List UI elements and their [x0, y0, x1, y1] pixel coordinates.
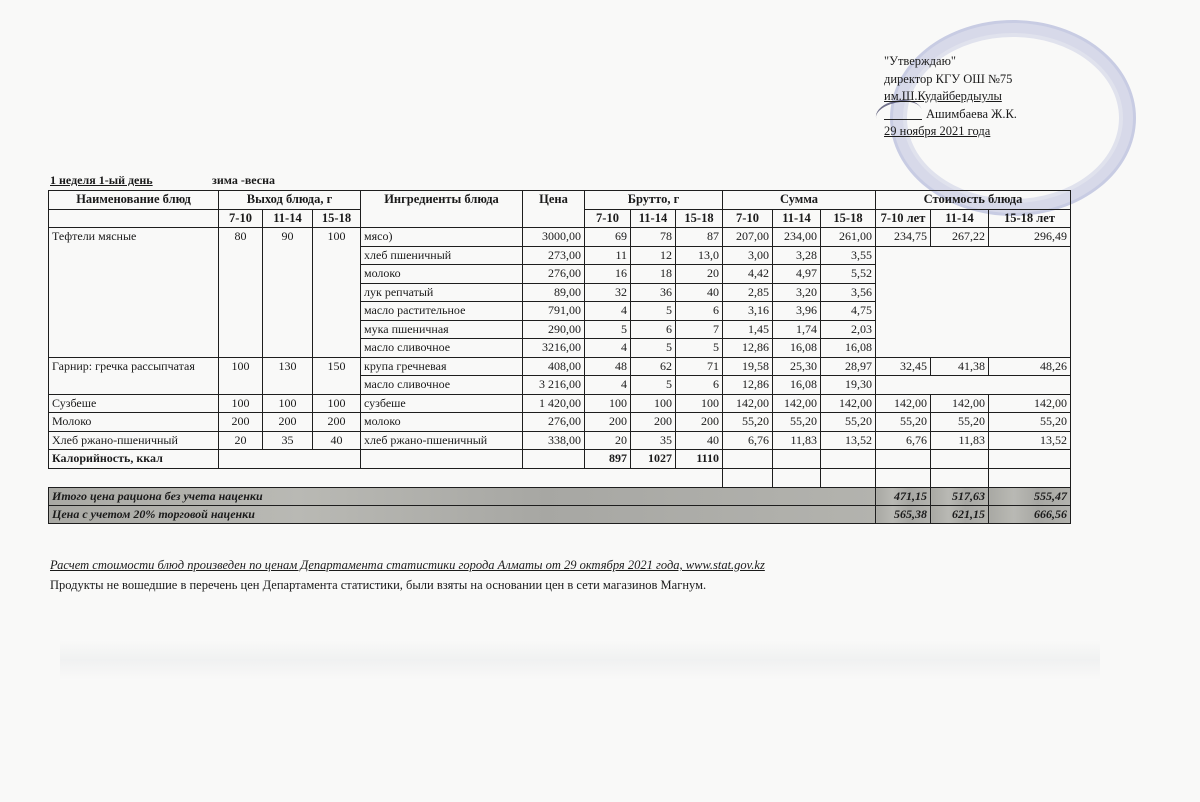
dish-cost: 142,00	[876, 394, 931, 413]
dish-yield: 200	[219, 413, 263, 432]
ingredient-sum: 55,20	[773, 413, 821, 432]
ingredient-sum: 4,42	[723, 265, 773, 284]
subheader-cost-7-10: 7-10 лет	[876, 209, 931, 228]
ingredient-sum: 55,20	[821, 413, 876, 432]
ingredient-brutto: 20	[676, 265, 723, 284]
header-row	[49, 191, 1071, 210]
ingredient-brutto: 16	[585, 265, 631, 284]
ingredient-sum: 55,20	[723, 413, 773, 432]
ingredient-sum: 3,56	[821, 283, 876, 302]
dish-yield: 130	[263, 357, 313, 394]
calories-blank-cell	[876, 450, 931, 469]
ingredient-sum: 28,97	[821, 357, 876, 376]
ingredient-sum: 12,86	[723, 339, 773, 358]
ingredient-brutto: 4	[585, 339, 631, 358]
ingredient-price: 290,00	[523, 320, 585, 339]
dish-yield: 100	[313, 228, 361, 358]
approval-date: 29 ноября 2021 года	[884, 124, 991, 138]
ingredient-price: 276,00	[523, 265, 585, 284]
ingredient-brutto: 78	[631, 228, 676, 247]
ingredient-brutto: 5	[676, 339, 723, 358]
approval-school-name: им.Ш.Кудайбердыулы	[884, 89, 1002, 103]
ingredient-price: 1 420,00	[523, 394, 585, 413]
dish-yield: 150	[313, 357, 361, 394]
ingredient-brutto: 20	[585, 431, 631, 450]
dish-cost-blank	[876, 246, 1071, 357]
table-row	[49, 228, 1071, 247]
subheader-brutto-15-18: 15-18	[676, 209, 723, 228]
col-header-dish-name: Наименование блюд	[49, 191, 219, 210]
ingredient-name: молоко	[361, 265, 523, 284]
spacer-bordered-cell	[989, 468, 1071, 487]
ingredient-sum: 19,30	[821, 376, 876, 395]
ingredient-sum: 11,83	[773, 431, 821, 450]
ingredient-brutto: 69	[585, 228, 631, 247]
ingredient-brutto: 4	[585, 376, 631, 395]
spacer-row	[49, 468, 1071, 487]
col-header-sum: Сумма	[723, 191, 876, 210]
subheader-yield-15-18: 15-18	[313, 209, 361, 228]
ingredient-name: крупа гречневая	[361, 357, 523, 376]
dish-name: Тефтели мясные	[49, 228, 219, 358]
ingredient-sum: 16,08	[773, 376, 821, 395]
ingredient-price: 276,00	[523, 413, 585, 432]
ingredient-sum: 16,08	[821, 339, 876, 358]
ingredient-sum: 1,74	[773, 320, 821, 339]
col-header-price: Цена	[523, 191, 585, 228]
paper-bleed-through	[60, 640, 1100, 680]
subheader-brutto-11-14: 11-14	[631, 209, 676, 228]
approval-position: директор КГУ ОШ №75	[884, 71, 1013, 86]
dish-cost-blank	[876, 376, 1071, 395]
spacer-cell	[49, 468, 723, 487]
ingredient-sum: 4,75	[821, 302, 876, 321]
dish-yield: 35	[263, 431, 313, 450]
ingredient-brutto: 18	[631, 265, 676, 284]
ingredient-brutto: 7	[676, 320, 723, 339]
calories-blank-cell	[723, 450, 773, 469]
subheader-cost-15-18: 15-18 лет	[989, 209, 1071, 228]
ingredient-brutto: 48	[585, 357, 631, 376]
dish-yield: 20	[219, 431, 263, 450]
col-header-cost: Стоимость блюда	[876, 191, 1071, 210]
ingredient-sum: 3,00	[723, 246, 773, 265]
ingredient-sum: 3,96	[773, 302, 821, 321]
ingredient-brutto: 5	[631, 376, 676, 395]
dish-cost: 48,26	[989, 357, 1071, 376]
ingredient-sum: 19,58	[723, 357, 773, 376]
ingredient-brutto: 6	[676, 376, 723, 395]
week-day: 1 неделя 1-ый день	[50, 173, 153, 187]
ingredient-brutto: 200	[676, 413, 723, 432]
table-row	[49, 357, 1071, 376]
spacer-bordered-cell	[773, 468, 821, 487]
ingredient-brutto: 200	[631, 413, 676, 432]
dish-cost: 41,38	[931, 357, 989, 376]
dish-cost: 55,20	[876, 413, 931, 432]
dish-cost: 32,45	[876, 357, 931, 376]
ingredient-brutto: 6	[631, 320, 676, 339]
total-label: Итого цена рациона без учета наценки	[49, 487, 876, 505]
ingredient-brutto: 4	[585, 302, 631, 321]
ingredient-brutto: 13,0	[676, 246, 723, 265]
dish-cost: 13,52	[989, 431, 1071, 450]
signature-line	[884, 119, 922, 120]
table-row	[49, 394, 1071, 413]
table-row	[49, 413, 1071, 432]
ingredient-sum: 5,52	[821, 265, 876, 284]
ingredient-price: 89,00	[523, 283, 585, 302]
ingredient-brutto: 87	[676, 228, 723, 247]
ingredient-price: 3 216,00	[523, 376, 585, 395]
ingredient-sum: 25,30	[773, 357, 821, 376]
calories-value: 897	[585, 450, 631, 469]
ingredient-sum: 1,45	[723, 320, 773, 339]
col-header-ingredients: Ингредиенты блюда	[361, 191, 523, 228]
ingredient-price: 273,00	[523, 246, 585, 265]
dish-name: Сузбеше	[49, 394, 219, 413]
ingredient-sum: 207,00	[723, 228, 773, 247]
ingredient-brutto: 5	[631, 339, 676, 358]
ingredient-price: 3216,00	[523, 339, 585, 358]
subheader-sum-7-10: 7-10	[723, 209, 773, 228]
spacer-bordered-cell	[723, 468, 773, 487]
dish-cost: 6,76	[876, 431, 931, 450]
spacer-bordered-cell	[876, 468, 931, 487]
ingredient-name: молоко	[361, 413, 523, 432]
col-header-brutto: Брутто, г	[585, 191, 723, 210]
other-products-note: Продукты не вошедшие в перечень цен Департамента статистики, были взяты на основании цен в сети магазинов Магнум.	[50, 578, 707, 592]
dish-cost: 11,83	[931, 431, 989, 450]
ingredient-brutto: 5	[585, 320, 631, 339]
menu-cost-table	[48, 190, 1071, 524]
ingredient-name: мясо)	[361, 228, 523, 247]
calories-blank-cell	[989, 450, 1071, 469]
price-source-note: Расчет стоимости блюд произведен по ценам Департамента статистики города Алматы от 29 октября 2021 года, www.stat.gov.kz	[50, 558, 765, 572]
ingredient-sum: 142,00	[773, 394, 821, 413]
total-value: 565,38	[876, 505, 931, 523]
dish-name: Молоко	[49, 413, 219, 432]
spacer-bordered-cell	[931, 468, 989, 487]
ingredient-sum: 3,55	[821, 246, 876, 265]
calories-blank-ingredient	[361, 450, 523, 469]
ingredient-brutto: 40	[676, 283, 723, 302]
ingredient-name: хлеб ржано-пшеничный	[361, 431, 523, 450]
dish-cost: 55,20	[989, 413, 1071, 432]
calories-blank-price	[523, 450, 585, 469]
subheader-brutto-7-10: 7-10	[585, 209, 631, 228]
dish-name: Хлеб ржано-пшеничный	[49, 431, 219, 450]
ingredient-sum: 2,85	[723, 283, 773, 302]
ingredient-name: мука пшеничная	[361, 320, 523, 339]
ingredient-brutto: 6	[676, 302, 723, 321]
approval-signer: Ашимбаева Ж.К.	[926, 106, 1017, 121]
ingredient-brutto: 32	[585, 283, 631, 302]
calories-value: 1110	[676, 450, 723, 469]
ingredient-price: 3000,00	[523, 228, 585, 247]
dish-yield: 90	[263, 228, 313, 358]
ingredient-price: 338,00	[523, 431, 585, 450]
subheader-cost-11-14: 11-14	[931, 209, 989, 228]
dish-cost: 142,00	[989, 394, 1071, 413]
subheader-blank	[49, 209, 219, 228]
approval-signer-line	[884, 106, 1104, 124]
ingredient-name: масло сливочное	[361, 376, 523, 395]
ingredient-brutto: 62	[631, 357, 676, 376]
dish-name: Гарнир: гречка рассыпчатая	[49, 357, 219, 394]
ingredient-sum: 4,97	[773, 265, 821, 284]
ingredient-brutto: 100	[676, 394, 723, 413]
total-row	[49, 487, 1071, 505]
ingredient-brutto: 11	[585, 246, 631, 265]
ingredient-price: 791,00	[523, 302, 585, 321]
ingredient-brutto: 100	[631, 394, 676, 413]
table-row	[49, 431, 1071, 450]
total-value: 517,63	[931, 487, 989, 505]
total-value: 471,15	[876, 487, 931, 505]
ingredient-sum: 3,20	[773, 283, 821, 302]
dish-yield: 200	[313, 413, 361, 432]
ingredient-name: лук репчатый	[361, 283, 523, 302]
dish-cost: 55,20	[931, 413, 989, 432]
ingredient-name: масло растительное	[361, 302, 523, 321]
ingredient-price: 408,00	[523, 357, 585, 376]
calories-blank-cell	[931, 450, 989, 469]
ingredient-sum: 142,00	[821, 394, 876, 413]
dish-yield: 100	[219, 394, 263, 413]
ingredient-name: хлеб пшеничный	[361, 246, 523, 265]
ingredient-sum: 6,76	[723, 431, 773, 450]
total-value: 666,56	[989, 505, 1071, 523]
approval-title: "Утверждаю"	[884, 54, 957, 68]
ingredient-sum: 16,08	[773, 339, 821, 358]
ingredient-brutto: 5	[631, 302, 676, 321]
ingredient-sum: 261,00	[821, 228, 876, 247]
calories-blank-cell	[821, 450, 876, 469]
ingredient-sum: 142,00	[723, 394, 773, 413]
dish-yield: 200	[263, 413, 313, 432]
calories-blank-yield	[219, 450, 361, 469]
ingredient-brutto: 200	[585, 413, 631, 432]
total-label: Цена с учетом 20% торговой наценки	[49, 505, 876, 523]
col-header-yield: Выход блюда, г	[219, 191, 361, 210]
dish-yield: 80	[219, 228, 263, 358]
ingredient-sum: 234,00	[773, 228, 821, 247]
dish-cost: 296,49	[989, 228, 1071, 247]
dish-cost: 234,75	[876, 228, 931, 247]
calories-label: Калорийность, ккал	[49, 450, 219, 469]
ingredient-brutto: 40	[676, 431, 723, 450]
ingredient-sum: 3,16	[723, 302, 773, 321]
dish-yield: 100	[263, 394, 313, 413]
season: зима -весна	[212, 173, 276, 187]
menu-day-header	[50, 173, 275, 188]
dish-cost: 267,22	[931, 228, 989, 247]
subheader-yield-7-10: 7-10	[219, 209, 263, 228]
ingredient-name: масло сливочное	[361, 339, 523, 358]
calories-value: 1027	[631, 450, 676, 469]
ingredient-brutto: 35	[631, 431, 676, 450]
subheader-sum-15-18: 15-18	[821, 209, 876, 228]
dish-yield: 100	[219, 357, 263, 394]
ingredient-sum: 13,52	[821, 431, 876, 450]
spacer-bordered-cell	[821, 468, 876, 487]
ingredient-brutto: 100	[585, 394, 631, 413]
dish-cost: 142,00	[931, 394, 989, 413]
approval-block	[884, 53, 1104, 141]
dish-yield: 100	[313, 394, 361, 413]
ingredient-sum: 2,03	[821, 320, 876, 339]
ingredient-sum: 12,86	[723, 376, 773, 395]
ingredient-name: сузбеше	[361, 394, 523, 413]
calories-blank-cell	[773, 450, 821, 469]
dish-yield: 40	[313, 431, 361, 450]
ingredient-brutto: 71	[676, 357, 723, 376]
calories-row	[49, 450, 1071, 469]
ingredient-brutto: 12	[631, 246, 676, 265]
total-value: 621,15	[931, 505, 989, 523]
total-value: 555,47	[989, 487, 1071, 505]
total-row	[49, 505, 1071, 523]
subheader-sum-11-14: 11-14	[773, 209, 821, 228]
ingredient-sum: 3,28	[773, 246, 821, 265]
subheader-yield-11-14: 11-14	[263, 209, 313, 228]
ingredient-brutto: 36	[631, 283, 676, 302]
